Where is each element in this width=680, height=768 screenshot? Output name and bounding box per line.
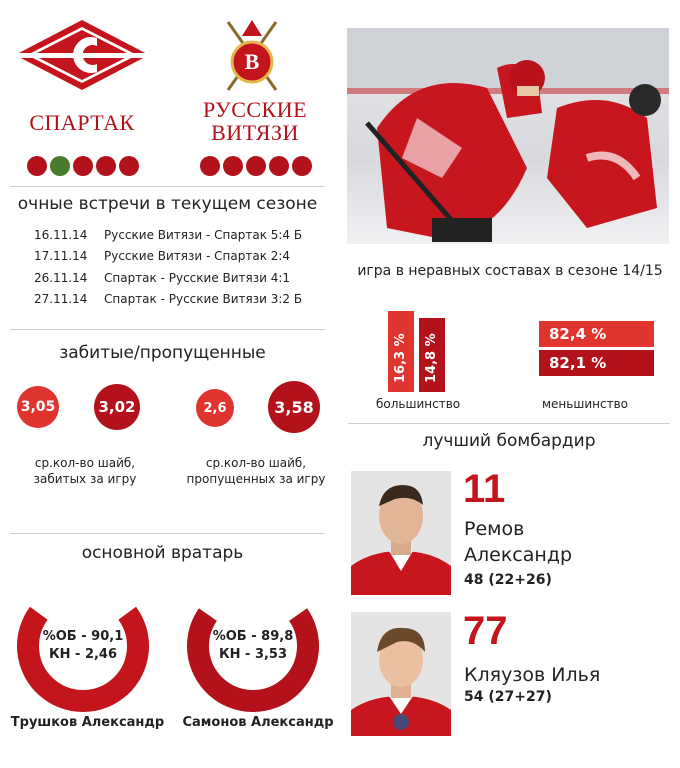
spartak-scored-circle: 3,05 (17, 386, 59, 428)
player-name-1-line2: Александр (464, 544, 573, 566)
form-dot-win (200, 156, 220, 176)
hockey-action-photo (347, 28, 669, 244)
form-dot-win (269, 156, 289, 176)
player-name-1-line1: Ремов (464, 518, 525, 540)
player-photo-klyauzov (351, 612, 451, 736)
spartak-logo (15, 20, 149, 90)
meeting-row: 26.11.14 Спартак - Русские Витязи 4:1 (34, 271, 291, 285)
player-name-2-line1: Кляузов Илья (464, 664, 601, 686)
form-dot-win (292, 156, 312, 176)
pk-bar-spartak: 82,4 % (539, 321, 654, 347)
pk-bar-vityazi: 82,1 % (539, 350, 654, 376)
vityazi-logo-letter: В (244, 49, 260, 74)
form-dot-win (73, 156, 93, 176)
spartak-form-dots (27, 156, 139, 176)
vityazi-conceded-circle: 3,58 (268, 381, 320, 433)
conceded-caption: ср.кол-во шайб, пропущенных за игру (186, 456, 326, 486)
goalie-left-name: Трушков Александр (10, 715, 165, 730)
goalie-left-save-pct: %ОБ - 90,1 (42, 629, 124, 644)
penalty-kill-label: меньшинство (542, 397, 628, 411)
special-teams-title: игра в неравных составах в сезоне 14/15 (357, 263, 663, 279)
team-name-spartak: СПАРТАК (29, 110, 135, 135)
goals-title: забитые/пропущенные (59, 343, 266, 363)
goalies-title: основной вратарь (81, 543, 244, 563)
form-dot-win (96, 156, 116, 176)
player-stats-2: 54 (27+27) (464, 689, 552, 705)
goalie-right-name: Самонов Александр (182, 715, 334, 730)
powerplay-value-spartak: 16,3 % (393, 333, 408, 383)
divider (10, 186, 325, 187)
form-dot-loss (27, 156, 47, 176)
vityazi-form-dots (200, 156, 312, 176)
team-name-vityazi-2: ВИТЯЗИ (211, 120, 299, 145)
player-number-1: 11 (463, 467, 506, 511)
player-number-2: 77 (463, 609, 508, 653)
meeting-row: 17.11.14 Русские Витязи - Спартак 2:4 (34, 249, 291, 263)
team-name-vityazi-1: РУССКИЕ (202, 97, 308, 122)
vityazi-scored-circle: 3,02 (94, 384, 140, 430)
form-dot-draw (50, 156, 70, 176)
meetings-list (34, 228, 334, 318)
player-photo-remov (351, 471, 451, 595)
form-dot-win (246, 156, 266, 176)
form-dot-win (223, 156, 243, 176)
divider (348, 423, 670, 424)
form-dot-loss (119, 156, 139, 176)
meeting-row: 16.11.14 Русские Витязи - Спартак 5:4 Б (34, 228, 303, 242)
meeting-row: 27.11.14 Спартак - Русские Витязи 3:2 Б (34, 292, 303, 306)
scorers-title: лучший бомбардир (422, 431, 596, 451)
powerplay-value-vityazi: 14,8 % (424, 333, 439, 383)
player-stats-1: 48 (22+26) (464, 572, 552, 588)
powerplay-label: большинство (376, 397, 461, 411)
goalie-right-save-pct: %ОБ - 89,8 (212, 629, 294, 644)
goalie-right-gaa: КН - 3,53 (218, 647, 288, 662)
divider (10, 533, 325, 534)
spartak-conceded-circle: 2,6 (196, 389, 234, 427)
vityazi-logo (222, 16, 282, 94)
scored-caption: ср.кол-во шайб, забитых за игру (33, 456, 137, 486)
goalie-left-gaa: КН - 2,46 (48, 647, 118, 662)
divider (10, 329, 325, 330)
meetings-title: очные встречи в текущем сезоне (17, 194, 318, 214)
